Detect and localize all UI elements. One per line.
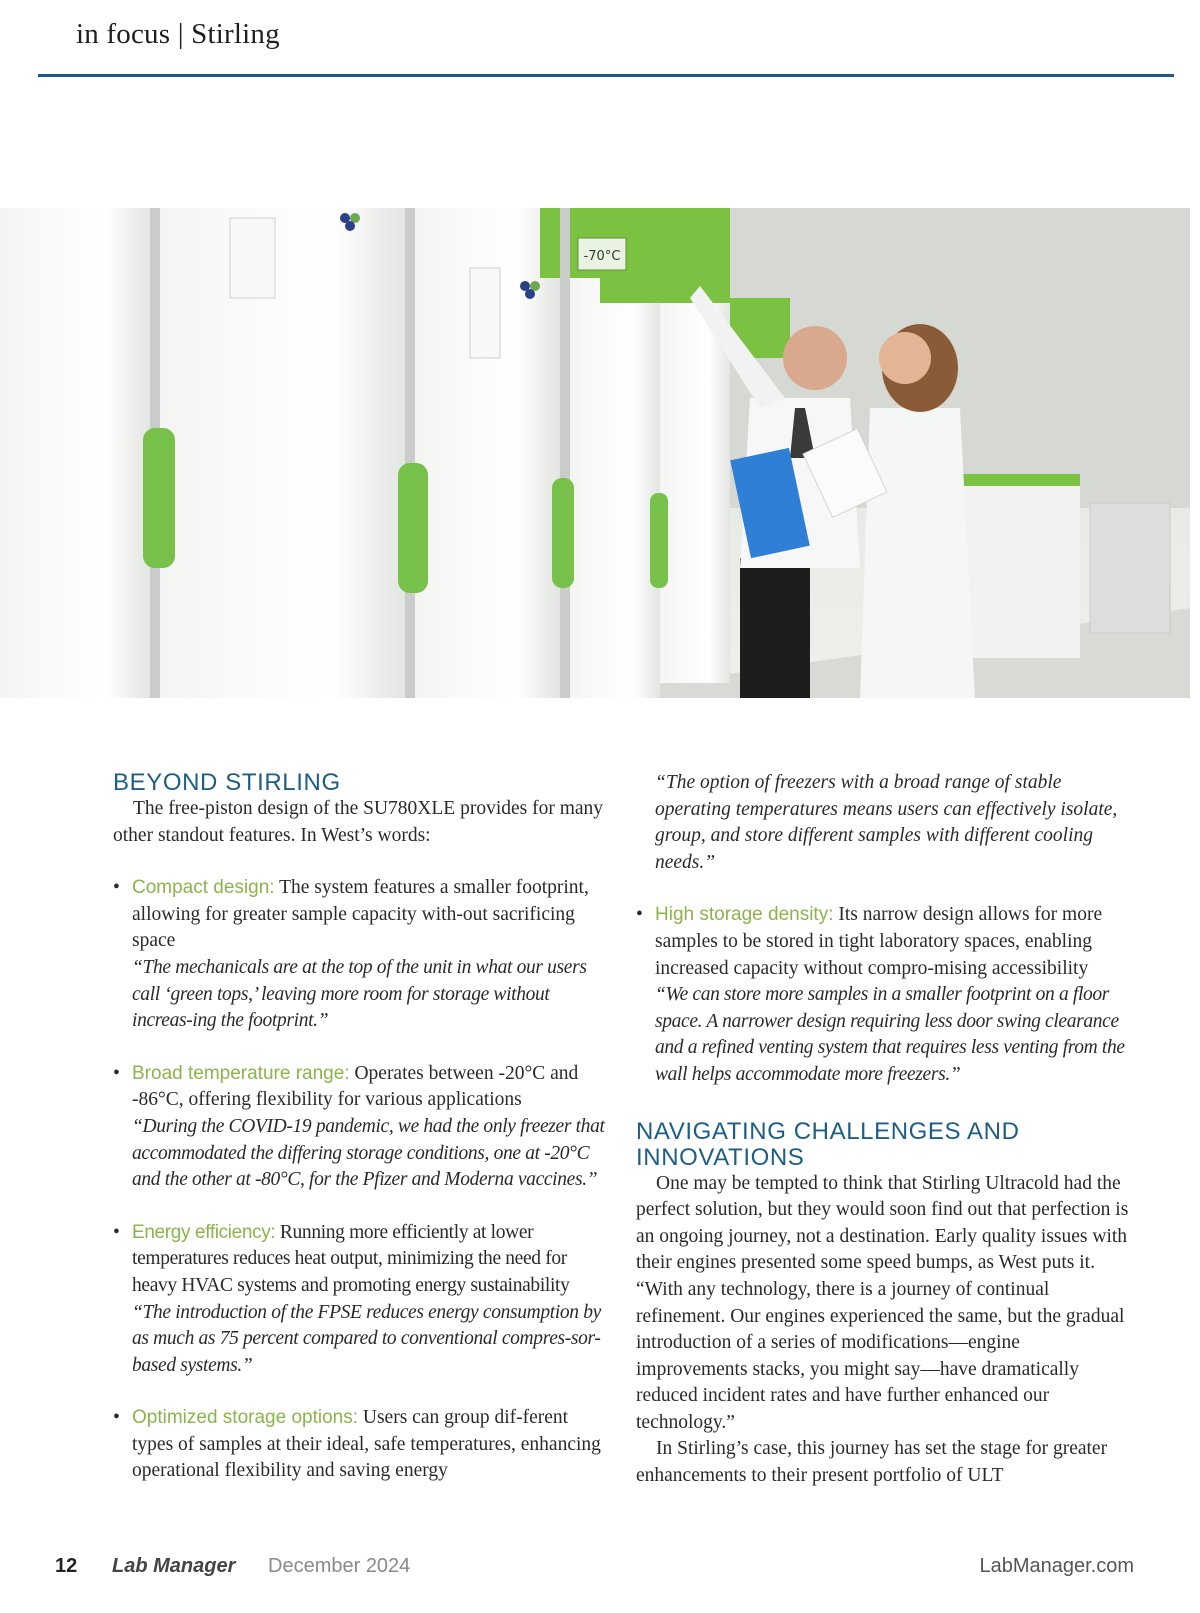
feature-label: Optimized storage options: — [132, 1407, 359, 1429]
section-header — [76, 18, 280, 51]
body-paragraph: In Stirling’s case, this journey has set the stage for greater enhancements to their present portfolio of ULT — [636, 1438, 1108, 1487]
bullet-dot: • — [636, 904, 643, 926]
feature-text: Running more efficiently at lower temperatures reduces heat output, minimizing the need for heavy HVAC systems and promoting energy sustainability — [132, 1221, 570, 1296]
feature-text: Users can group dif-ferent types of samples at their ideal, safe temperatures, enhancing operational flexibility and saving energy — [132, 1407, 601, 1482]
section-topic: Stirling — [191, 18, 280, 50]
feature-label: Compact design: — [132, 877, 275, 899]
left-column — [113, 770, 613, 1485]
issue-date: December 2024 — [268, 1555, 411, 1577]
intro-paragraph: The free-piston design of the SU780XLE provides for many other standout features. In West’s words: — [113, 798, 604, 846]
feature-quote: “During the COVID-19 pandemic, we had the only freezer that accommodated the differing storage conditions, one at -20°C and the other at -80°C, for the Pfizer and Moderna vaccines.” — [132, 1115, 605, 1191]
feature-text: Operates between -20°C and -86°C, offering flexibility for various applications — [132, 1062, 579, 1111]
feature-bullet — [113, 1061, 613, 1194]
bullet-dot: • — [113, 1221, 120, 1243]
screen-readout: -70°C — [583, 249, 621, 264]
feature-label: High storage density: — [655, 904, 834, 926]
feature-label: Energy efficiency: — [132, 1221, 276, 1243]
continued-quote: “The option of freezers with a broad range of stable operating temperatures means users can effectively isolate, group, and store different samples with different cooling needs.” — [655, 772, 1118, 873]
feature-bullet — [113, 1405, 613, 1485]
feature-quote: “The introduction of the FPSE reduces energy consumption by as much as 75 percent compared to conventional compres-sor-based systems.” — [132, 1301, 601, 1376]
section-heading: BEYOND STIRLING — [113, 769, 341, 796]
freezer-room-illustration — [0, 208, 1190, 698]
magazine-name: Lab Manager — [112, 1555, 236, 1577]
bullet-dot: • — [113, 1062, 120, 1084]
header-separator: | — [177, 18, 184, 50]
right-column — [636, 770, 1136, 1490]
body-paragraph: One may be tempted to think that Stirling Ultracold had the perfect solution, but they would soon find out that perfection is an ongoing journey, not a destination. Early quality issues with their engines presented some speed bumps, as West puts it. “With any technology, there is a journey of continual refinement. Our engines experienced the same, but the gradual introduction of a series of modifications—engine improvements stacks, you might say—have dramatically reduced incident rates and have further enhanced our technology.” — [636, 1172, 1129, 1433]
feature-text: Its narrow design allows for more samples to be stored in tight laboratory spaces, enabling increased capacity without compro-mising accessibility — [655, 904, 1103, 979]
feature-bullet — [636, 902, 1136, 1088]
feature-label: Broad temperature range: — [132, 1062, 350, 1084]
feature-text: The system features a smaller footprint, allowing for greater sample capacity with-out sacrificing space — [132, 877, 589, 952]
page-footer — [0, 1555, 1200, 1585]
bullet-dot: • — [113, 1407, 120, 1429]
website-link[interactable]: LabManager.com — [979, 1555, 1134, 1577]
section-heading: NAVIGATING CHALLENGES AND INNOVATIONS — [636, 1117, 1020, 1171]
header-rule — [38, 74, 1174, 77]
section-label: in focus — [76, 18, 171, 50]
feature-quote: “We can store more samples in a smaller footprint on a floor space. A narrower design requiring less door swing clearance and a refined venting system that requires less venting from the wall helps accommodate more freezers.” — [655, 984, 1125, 1085]
page-number: 12 — [55, 1555, 78, 1577]
feature-quote: “The mechanicals are at the top of the unit in what our users call ‘green tops,’ leaving more room for storage without increas-ing the footprint.” — [132, 956, 587, 1032]
feature-bullet — [113, 1220, 613, 1380]
hero-photo — [0, 208, 1190, 698]
feature-bullet — [113, 875, 613, 1035]
bullet-dot: • — [113, 877, 120, 899]
